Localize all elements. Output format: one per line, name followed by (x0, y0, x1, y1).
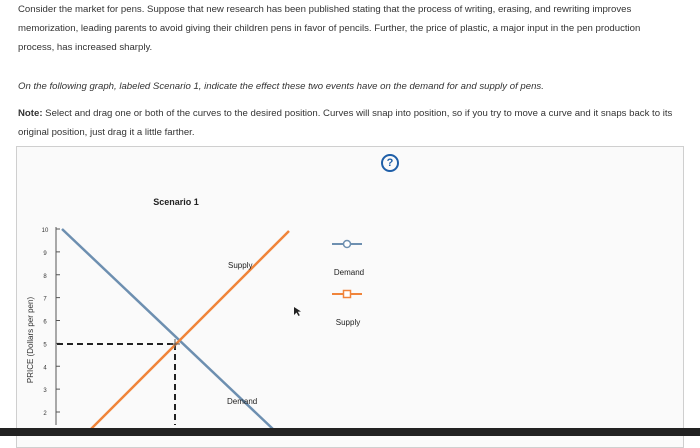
note-label: Note: (18, 108, 43, 119)
y-tick-label: 10 (41, 228, 49, 234)
legend-demand-circle-icon[interactable] (344, 241, 351, 248)
supply-curve[interactable] (90, 231, 289, 430)
y-tick-label: 2 (43, 411, 47, 417)
y-tick-label: 3 (43, 388, 47, 395)
y-tick-label: 9 (43, 250, 47, 257)
cursor-arrow-icon (294, 307, 301, 316)
y-tick-label: 6 (43, 319, 47, 326)
help-icon[interactable]: ? (381, 154, 399, 172)
y-tick-label: 5 (43, 342, 47, 349)
question-intro: Consider the market for pens. Suppose that new research has been published stating that the process of writing, erasing, and rewriting improves memorization, leading parents to avoid giving their children pens in favor of pencils. Further, the price of plastic, a major input in the pen production process, has increased sharply. (18, 4, 641, 53)
demand-curve-label: Demand (227, 397, 258, 406)
legend-supply-label: Supply (335, 318, 361, 327)
note-text: Select and drag one or both of the curves to the desired position. Curves will snap into position, so if you try to move a curve and it snaps back to its original position, just drag it a little farther. (18, 108, 673, 138)
bottom-bar (0, 428, 700, 436)
y-tick-label: 4 (43, 365, 47, 372)
supply-curve-label: Supply (228, 261, 253, 270)
y-tick-label: 8 (43, 273, 47, 280)
question-instruction: On the following graph, labeled Scenario 1, indicate the effect these two events have on the demand for and supply of pens. (18, 81, 544, 92)
legend-supply-square-icon[interactable] (344, 291, 351, 298)
legend-demand-label: Demand (333, 268, 365, 277)
y-tick-label: 7 (43, 296, 47, 303)
graph-title: Scenario 1 (153, 197, 199, 207)
y-axis-label: PRICE (Dollars per pen) (26, 296, 35, 384)
